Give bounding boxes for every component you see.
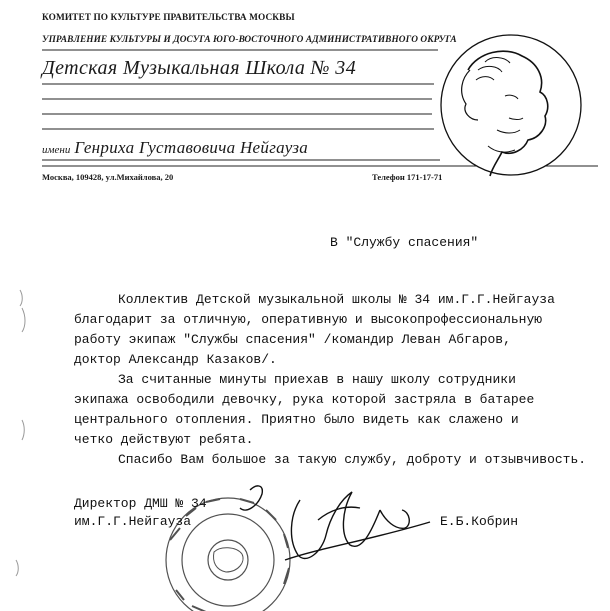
letterhead-address: Москва, 109428, ул.Михайлова, 20 xyxy=(42,172,174,182)
letter-line: доктор Александр Казаков/. xyxy=(74,352,277,367)
letterhead-named-after xyxy=(42,138,308,158)
letter-line: работу экипаж "Службы спасения" /командир Леван Абгаров, xyxy=(74,332,511,347)
named-prefix: имени xyxy=(42,144,71,156)
letterhead-staff-lines xyxy=(0,0,610,200)
signatory-name: Е.Б.Кобрин xyxy=(440,514,519,529)
letter-line: За считанные минуты приехав в нашу школу сотрудники xyxy=(118,372,516,387)
letterhead-department-line: УПРАВЛЕНИЕ КУЛЬТУРЫ И ДОСУГА ЮГО-ВОСТОЧНОГО АДМИНИСТРАТИВНОГО ОКРУГА xyxy=(42,35,457,45)
letter-line: благодарит за отличную, оперативную и высокопрофессиональную xyxy=(74,312,543,327)
letter-line: экипажа освободили девочку, рука которой застряла в батарее xyxy=(74,392,535,407)
letter-line: Коллектив Детской музыкальной школы № 34 им.Г.Г.Нейгауза xyxy=(118,292,555,307)
letter-recipient: В "Службу спасения" xyxy=(330,235,479,250)
signature-title-line: Директор ДМШ № 34 xyxy=(74,496,207,511)
binder-hole-marks xyxy=(0,270,40,590)
letter-line: четко действуют ребята. xyxy=(74,432,254,447)
letter-line: центрального отопления. Приятно было видеть как слажено и xyxy=(74,412,519,427)
letterhead-school-name: Детская Музыкальная Школа № 34 xyxy=(42,57,357,79)
named-after-name: Генриха Густавовича Нейгауза xyxy=(74,138,309,157)
handwritten-signature xyxy=(240,486,430,560)
signature-title-line: им.Г.Г.Нейгауза xyxy=(74,514,192,529)
letterhead-committee-line: КОМИТЕТ ПО КУЛЬТУРЕ ПРАВИТЕЛЬСТВА МОСКВЫ xyxy=(42,13,295,23)
letterhead-phone: Телефон 171-17-71 xyxy=(372,172,443,182)
stamp-and-signature xyxy=(140,470,470,611)
letter-line: Спасибо Вам большое за такую службу, доброту и отзывчивость. xyxy=(118,452,587,467)
neuhaus-portrait-medallion xyxy=(441,35,581,176)
